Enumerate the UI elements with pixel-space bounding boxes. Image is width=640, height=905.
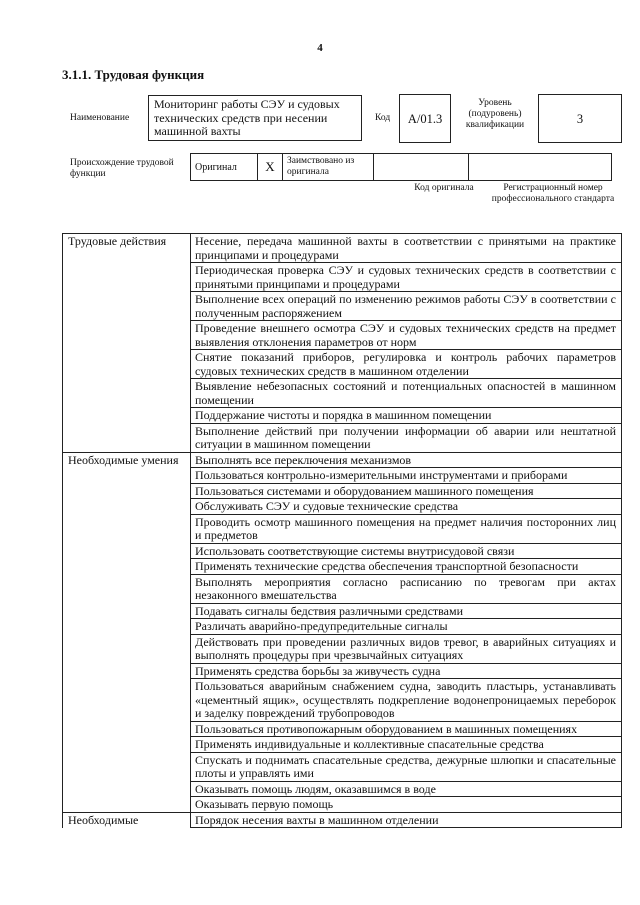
list-item: Выполнять мероприятия согласно расписанию по тревогам при актах незаконного вмешательства (191, 574, 622, 603)
origin-label: Происхождение трудовой функции (70, 158, 174, 179)
borrowed-label: Заимствовано из оригинала (283, 154, 374, 181)
table-row (63, 812, 622, 828)
group-title: Необходимые (63, 812, 191, 828)
list-item: Различать аварийно-предупредительные сигналы (191, 619, 622, 635)
origin-table (190, 153, 612, 181)
reg-number-label: Регистрационный номер профессионального стандарта (491, 183, 615, 204)
qualification-level-box: 3 (538, 94, 622, 143)
list-item: Поддержание чистоты и порядка в машинном помещении (191, 408, 622, 424)
labor-function-table (62, 233, 622, 828)
list-item: Несение, передача машинной вахты в соответствии с принятыми на практике принципами и процедурами (191, 234, 622, 263)
list-item: Выполнять все переключения механизмов (191, 452, 622, 468)
level-label: Уровень (подуровень) квалификации (465, 98, 525, 130)
list-item: Выявление небезопасных состояний и потенциальных опасностей в машинном помещении (191, 379, 622, 408)
list-item: Пользоваться системами и оборудованием машинного помещения (191, 483, 622, 499)
list-item: Применять технические средства обеспечения транспортной безопасности (191, 559, 622, 575)
list-item: Использовать соответствующие системы внутрисудовой связи (191, 543, 622, 559)
list-item: Периодическая проверка СЭУ и судовых технических средств в соответствии с принятыми принципами и процедурами (191, 263, 622, 292)
list-item: Выполнение всех операций по изменению режимов работы СЭУ в соответствии с полученным распоряжением (191, 292, 622, 321)
list-item: Действовать при проведении различных видов тревог, в аварийных ситуациях и выполнять процедуры при чрезвычайных ситуациях (191, 634, 622, 663)
list-item: Пользоваться контрольно-измерительными инструментами и приборами (191, 468, 622, 484)
list-item: Подавать сигналы бедствия различными средствами (191, 603, 622, 619)
code-label: Код (375, 113, 391, 123)
table-row (63, 452, 622, 468)
table-row (63, 234, 622, 263)
list-item: Пользоваться аварийным снабжением судна, заводить пластырь, устанавливать «цементный ящик», осуществлять подкрепление водонепроницаемых переборок и заделку повреждений трубопроводов (191, 679, 622, 722)
list-item: Применять средства борьбы за живучесть судна (191, 663, 622, 679)
list-item: Оказывать первую помощь (191, 797, 622, 813)
list-item: Обслуживать СЭУ и судовые технические средства (191, 499, 622, 515)
name-label: Наименование (70, 113, 130, 123)
original-code-label: Код оригинала (414, 183, 474, 193)
list-item: Порядок несения вахты в машинном отделении (191, 812, 622, 828)
list-item: Снятие показаний приборов, регулировка и контроль рабочих параметров судовых технических средств в машинном отделении (191, 350, 622, 379)
function-name-box: Мониторинг работы СЭУ и судовых технических средств при несении машинной вахты (148, 95, 362, 141)
list-item: Выполнение действий при получении информации об аварии или нештатной ситуации в машинном помещении (191, 423, 622, 452)
group-title: Необходимые умения (63, 452, 191, 812)
list-item: Пользоваться противопожарным оборудованием в машинных помещениях (191, 721, 622, 737)
section-title: 3.1.1. Трудовая функция (62, 67, 205, 82)
page-number: 4 (317, 42, 323, 54)
list-item: Применять индивидуальные и коллективные спасательные средства (191, 737, 622, 753)
original-label: Оригинал (191, 154, 258, 181)
function-code-box: A/01.3 (399, 94, 451, 143)
list-item: Проводить осмотр машинного помещения на предмет наличия посторонних лиц и предметов (191, 514, 622, 543)
list-item: Спускать и поднимать спасательные средства, дежурные шлюпки и спасательные плоты и управлять ими (191, 752, 622, 781)
original-mark: X (258, 154, 283, 181)
group-title: Трудовые действия (63, 234, 191, 453)
reg-number-cell (469, 154, 612, 181)
list-item: Оказывать помощь людям, оказавшимся в воде (191, 781, 622, 797)
list-item: Проведение внешнего осмотра СЭУ и судовых технических средств на предмет выявления отклонения параметров от норм (191, 321, 622, 350)
original-code-cell (374, 154, 469, 181)
